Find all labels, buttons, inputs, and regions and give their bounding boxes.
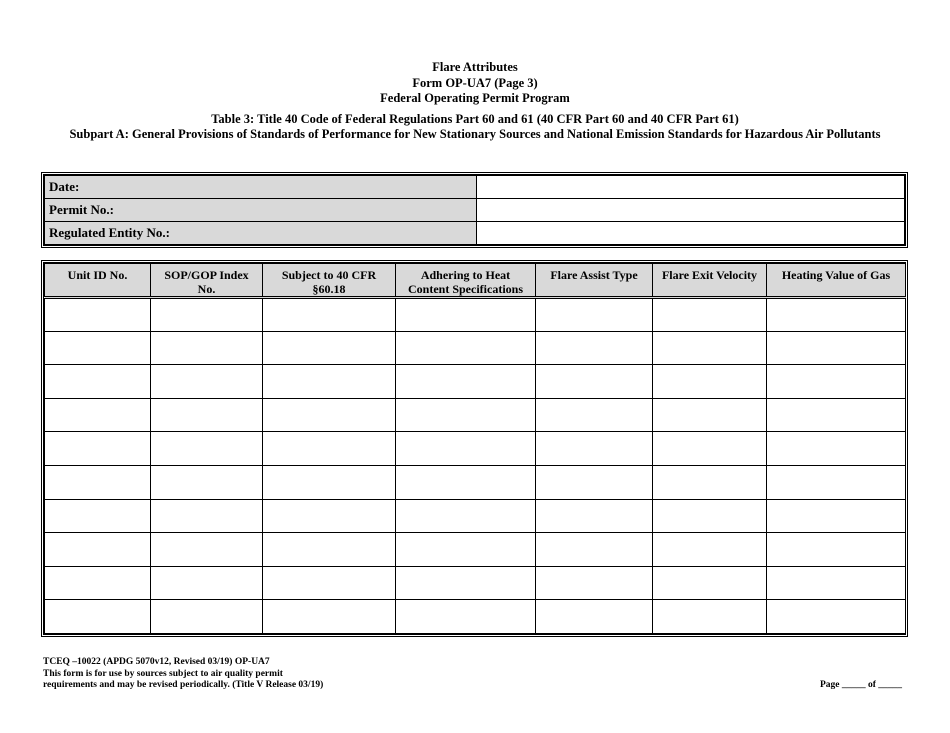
revision-note: requirements and may be revised periodically. (Title V Release 03/19): [43, 680, 324, 690]
table-cell[interactable]: [151, 331, 263, 365]
table-cell[interactable]: [396, 398, 536, 432]
form-title: Flare Attributes: [432, 60, 518, 74]
table-cell[interactable]: [536, 331, 653, 365]
table-cell[interactable]: [653, 432, 767, 466]
table-cell[interactable]: [45, 298, 151, 332]
form-number: Form OP-UA7 (Page 3): [412, 75, 538, 90]
table-cell[interactable]: [263, 298, 396, 332]
table-cell[interactable]: [536, 533, 653, 567]
table-body: [45, 298, 906, 634]
table-row: [45, 331, 906, 365]
table-cell[interactable]: [151, 600, 263, 634]
table-cell[interactable]: [767, 298, 906, 332]
table-cell[interactable]: [396, 365, 536, 399]
table-cell[interactable]: [767, 398, 906, 432]
table-cell[interactable]: [151, 465, 263, 499]
table-cell[interactable]: [45, 499, 151, 533]
table-cell[interactable]: [263, 600, 396, 634]
table-cell[interactable]: [767, 533, 906, 567]
form-header: [0, 60, 950, 143]
table-cell[interactable]: [263, 465, 396, 499]
table-cell[interactable]: [653, 566, 767, 600]
date-field[interactable]: [477, 176, 905, 199]
table-cell[interactable]: [653, 298, 767, 332]
table-header-row: [45, 264, 906, 298]
table-cell[interactable]: [45, 465, 151, 499]
table-cell[interactable]: [151, 398, 263, 432]
permit-row: [45, 199, 905, 222]
subpart-title: Subpart A: General Provisions of Standards of Performance for New Stationary Sources and National Emission Standards for Hazardous Air Pollutants: [69, 127, 881, 141]
table-row: [45, 465, 906, 499]
flare-table: [41, 260, 908, 637]
table-cell[interactable]: [653, 331, 767, 365]
table-cell[interactable]: [536, 365, 653, 399]
date-label: Date:: [45, 176, 477, 199]
table-cell[interactable]: [396, 465, 536, 499]
program-name: Federal Operating Permit Program: [380, 91, 570, 105]
table-cell[interactable]: [396, 533, 536, 567]
table-row: [45, 365, 906, 399]
table-cell[interactable]: [653, 600, 767, 634]
table-cell[interactable]: [396, 331, 536, 365]
table-cell[interactable]: [767, 331, 906, 365]
column-header: SOP/GOP Index No.: [151, 264, 263, 298]
table-cell[interactable]: [396, 298, 536, 332]
table-cell[interactable]: [263, 398, 396, 432]
column-header: Flare Exit Velocity: [653, 264, 767, 298]
table-cell[interactable]: [45, 365, 151, 399]
table-cell[interactable]: [767, 600, 906, 634]
table-cell[interactable]: [396, 600, 536, 634]
column-header: Subject to 40 CFR §60.18: [263, 264, 396, 298]
table-cell[interactable]: [767, 566, 906, 600]
column-header: Flare Assist Type: [536, 264, 653, 298]
table-cell[interactable]: [536, 465, 653, 499]
table-cell[interactable]: [536, 398, 653, 432]
table-cell[interactable]: [767, 365, 906, 399]
table-row: [45, 398, 906, 432]
entity-row: [45, 222, 905, 245]
table-cell[interactable]: [767, 499, 906, 533]
table-cell[interactable]: [263, 499, 396, 533]
table-cell[interactable]: [45, 398, 151, 432]
table-cell[interactable]: [536, 566, 653, 600]
permit-label: Permit No.:: [45, 199, 477, 222]
table-cell[interactable]: [45, 331, 151, 365]
table-cell[interactable]: [151, 566, 263, 600]
table-cell[interactable]: [536, 432, 653, 466]
table-cell[interactable]: [151, 432, 263, 466]
table-row: [45, 298, 906, 332]
table-cell[interactable]: [396, 499, 536, 533]
date-row: [45, 176, 905, 199]
table-cell[interactable]: [45, 600, 151, 634]
table-cell[interactable]: [263, 533, 396, 567]
page-number: Page _____ of _____: [819, 680, 902, 690]
permit-field[interactable]: [477, 199, 905, 222]
table-cell[interactable]: [536, 298, 653, 332]
table-cell[interactable]: [396, 566, 536, 600]
table-cell[interactable]: [263, 432, 396, 466]
table-row: [45, 533, 906, 567]
table-cell[interactable]: [151, 365, 263, 399]
table-cell[interactable]: [767, 465, 906, 499]
table-cell[interactable]: [263, 365, 396, 399]
table-cell[interactable]: [536, 600, 653, 634]
table-row: [45, 566, 906, 600]
entity-label: Regulated Entity No.:: [45, 222, 477, 245]
table-row: [45, 600, 906, 634]
table-row: [45, 432, 906, 466]
table-row: [45, 499, 906, 533]
column-header: Heating Value of Gas: [767, 264, 906, 298]
table-cell[interactable]: [653, 465, 767, 499]
table-cell[interactable]: [767, 432, 906, 466]
table-cell[interactable]: [263, 331, 396, 365]
table-cell[interactable]: [653, 365, 767, 399]
column-header: Adhering to Heat Content Specifications: [396, 264, 536, 298]
table-cell[interactable]: [45, 432, 151, 466]
table-cell[interactable]: [45, 566, 151, 600]
table-cell[interactable]: [396, 432, 536, 466]
table-cell[interactable]: [151, 499, 263, 533]
table-cell[interactable]: [536, 499, 653, 533]
form-id: TCEQ –10022 (APDG 5070v12, Revised 03/19) OP-UA7: [43, 657, 270, 667]
form-footer: [43, 657, 323, 692]
table-cell[interactable]: [263, 566, 396, 600]
table-cell[interactable]: [653, 499, 767, 533]
usage-note: This form is for use by sources subject to air quality permit: [43, 668, 283, 679]
info-table: [41, 172, 908, 248]
table-cell[interactable]: [653, 533, 767, 567]
table-cell[interactable]: [151, 298, 263, 332]
column-header: Unit ID No.: [45, 264, 151, 298]
table-title: Table 3: Title 40 Code of Federal Regulations Part 60 and 61 (40 CFR Part 60 and 40 CFR Part 61): [211, 111, 739, 126]
table-cell[interactable]: [653, 398, 767, 432]
table-cell[interactable]: [151, 533, 263, 567]
entity-field[interactable]: [477, 222, 905, 245]
table-cell[interactable]: [45, 533, 151, 567]
